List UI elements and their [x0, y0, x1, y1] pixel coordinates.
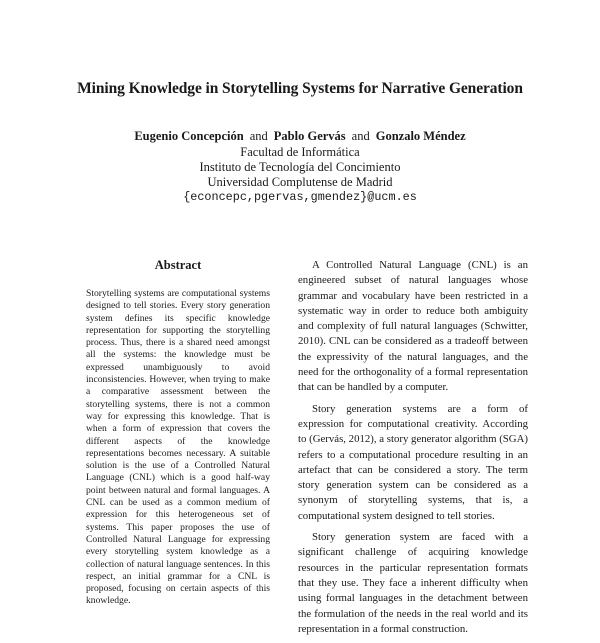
body-paragraph: Story generation systems are a form of expression for computational creativity. According to (Gervás, 2012), a story generator algorithm (SGA) refers to a computational procedure resulting in an artefact that can be considered a story. The term story generation system can be considered as a synonym of storytelling systems, that is, a computational system designed to tell stories.	[298, 402, 528, 522]
body-paragraph: A Controlled Natural Language (CNL) is an engineered subset of natural languages whose grammar and vocabulary have been restricted in a systematic way in order to reduce both ambiguity and complexity of full natural languages (Schwitter, 2010). CNL can be considered as a tradeoff between the expressivity of the natural languages, and the need for the orthogonality of a formal representation that can be handled by a computer.	[298, 259, 528, 394]
author-emails: {econcepc,pgervas,gmendez}@ucm.es	[183, 190, 417, 204]
body-paragraph: Story generation system are faced with a significant challenge of acquiring knowledge resources in the particular representation formats that they use. They face a inherent difficulty when using formal languages in the detachment between the formulation of the needs in the real world and its representation in a formal construction.	[298, 531, 528, 635]
author-name: Pablo Gervás	[273, 129, 346, 143]
affiliation-university: Universidad Complutense de Madrid	[207, 175, 393, 189]
paper-title: Mining Knowledge in Storytelling Systems for Narrative Generation	[77, 80, 523, 97]
author-name: Gonzalo Méndez	[375, 129, 466, 143]
author-list	[0, 129, 600, 144]
affiliation-faculty: Facultad de Informática	[240, 145, 360, 159]
body-column	[298, 258, 528, 643]
author-separator: and	[351, 129, 370, 143]
author-name: Eugenio Concepción	[134, 129, 244, 143]
affiliation-institute: Instituto de Tecnología del Concimiento	[199, 160, 401, 174]
author-separator: and	[249, 129, 268, 143]
abstract-text: Storytelling systems are computational systems designed to tell stories. Every story generation system defines its specific knowledge representation for supporting the storytelling process. Thus, there is a shared need amongst all the systems: the knowledge must be expressed unambiguously to avoid inconsistencies. However, when trying to make a comparative assessment between the storytelling systems, there is not a common way for expressing this knowledge. That is when a form of expression that covers the different aspects of the knowledge representations becomes necessary. A suitable solution is the use of a Controlled Natural Language (CNL) which is a good half-way point between natural and formal languages. A CNL can be used as a common medium of expression for this heterogeneous set of systems. This paper proposes the use of Controlled Natural Language for expressing every storytelling system knowledge as a collection of natural language sentences. In this respect, an initial grammar for a CNL is proposed, focusing on certain aspects of this knowledge.	[86, 288, 270, 607]
abstract-heading: Abstract	[154, 258, 202, 272]
